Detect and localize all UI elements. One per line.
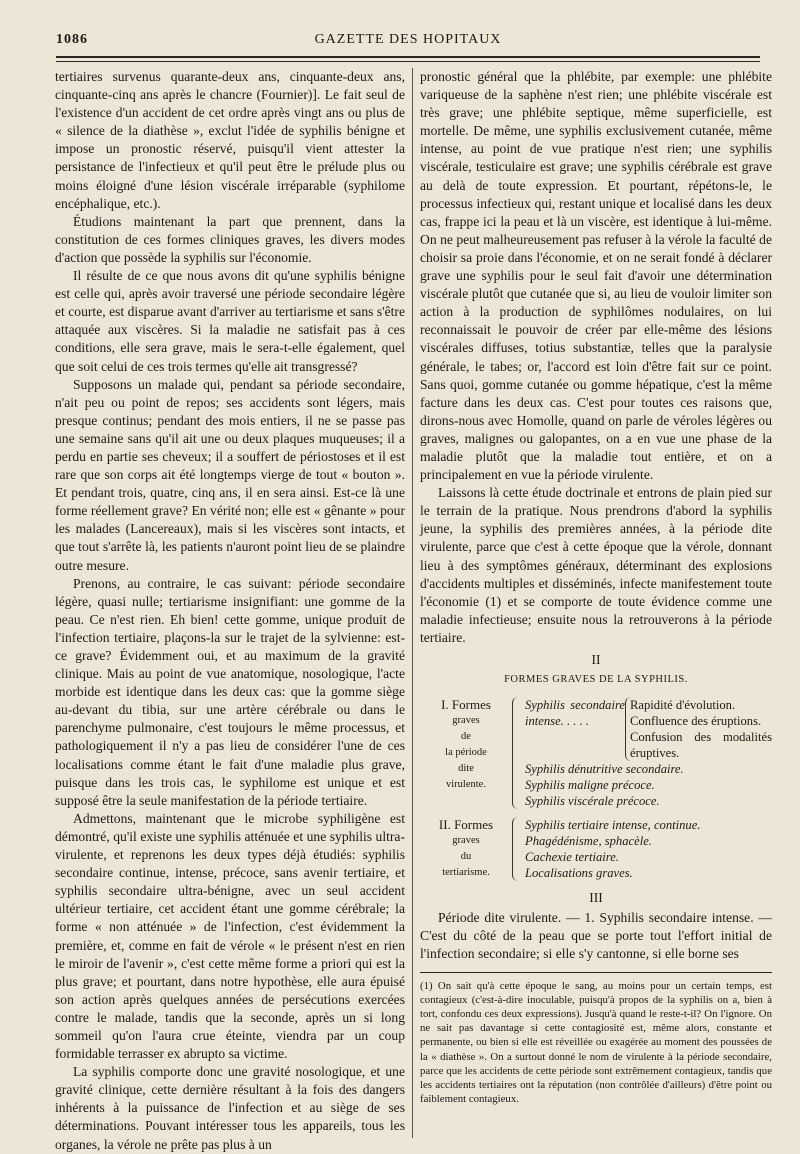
paragraph: tertiaires survenus quarante-deux ans, cinquante-deux ans, cinquante-cinq ans après le chancre (Fournier)]. Le fait seul de l'existence d'un accident de cet ordre après vingt ans ou plus de « silence de la diathèse », exclut l'idée de syphilis bénigne et impose un pronostic réservé, puisqu'il vient attester la persistance de l'infectieux et qu'il peut être le prélude plus ou moins éloigné d'une lésion viscérale irréparable (syphilome encéphalique, etc.). <box>55 69 405 211</box>
page-number: 1086 <box>56 32 88 47</box>
sub-group-items <box>625 697 772 761</box>
list-item: Syphilis maligne précoce. <box>525 778 655 793</box>
header-rule <box>56 56 760 58</box>
classification-table <box>420 697 772 881</box>
sub-group-label: Syphilis secondaire intense. . . . . <box>525 698 625 729</box>
paragraph: Étudions maintenant la part que prennent, dans la constitution de ces formes cliniques graves, les divers modes d'action que possède la syphilis sur l'économie. <box>55 213 405 265</box>
paragraph: Laissons là cette étude doctrinale et entrons de plain pied sur le terrain de la pratique. Nous prendrons d'abord la syphilis jeune, la syphilis des premières années, à la période dite virulente, parce que c'est à cette époque que la vérole, donnant lieu à des symptômes généraux, déterminant des explosions d'accidents multiples et disséminés, infecte manifestement toute l'économie (1) et se comporte de toute évidence comme une maladie infectieuse; ensuite nous la retrouverons à la période tertiaire. <box>420 485 772 645</box>
paragraph: La syphilis comporte donc une gravité nosologique, et une gravité clinique, cette dernière résultant à la fois des dangers inhérents à la puissance de l'infection et au siège de ses déterminations. Pouvant intéresser tous les appareils, tous les organes, la vérole ne prête pas plus à un <box>55 1064 405 1152</box>
paragraph: Période dite virulente. — 1. Syphilis secondaire intense. — C'est du côté de la peau que se porte tout l'effort initial de l'infection secondaire; si elle s'y cantonne, si elle borne ses <box>420 910 772 962</box>
list-item: Syphilis dénutritive secondaire. <box>525 762 684 777</box>
table-group <box>420 697 772 809</box>
table-group <box>420 817 772 881</box>
header-rule-thin <box>56 61 760 62</box>
brace <box>512 817 521 881</box>
column-divider <box>412 68 413 1138</box>
group-label: I. Formes graves de la période dite virulente. <box>441 697 491 791</box>
list-item: Localisations graves. <box>525 866 633 881</box>
sub-group <box>525 697 772 761</box>
section-title: FORMES GRAVES DE LA SYPHILIS. <box>504 674 688 686</box>
paragraph: Supposons un malade qui, pendant sa période secondaire, n'ait peu ou point de repos; ses accidents sont légers, mais presque continus; pendant des mois entiers, il ne se passe pas une semaine sans qu'il ait une ou deux plaques muqueuses; il a perdu en partie ses cheveux; il a souffert de périostoses et il est rare que son corps ait été longtemps vierge de tout « bouton ». Et pendant trois, quatre, cinq ans, il en sera ainsi. Est-ce là une forme réellement grave? En vérité non; elle est « gênante » pour les malades (Lancereaux), mais si les viscères sont intacts, et que tout s'arrête là, les patients n'auront point lieu de se plaindre outre mesure. <box>55 376 405 573</box>
right-column <box>420 68 772 1138</box>
list-item: Phagédénisme, sphacèle. <box>525 834 652 849</box>
list-item: Confluence des éruptions. <box>630 714 762 729</box>
group-label: II. Formes graves du tertiarisme. <box>438 817 494 879</box>
list-item: Syphilis tertiaire intense, continue. <box>525 818 701 833</box>
brace <box>512 697 521 809</box>
paragraph: Il résulte de ce que nous avons dit qu'une syphilis bénigne est celle qui, après avoir traversé une période secondaire légère et courte, est disparue avant d'arriver au tertiarisme et sans s'être attaquée aux viscères. Si la maladie ne satisfait pas à ces conditions, elle sera grave, mais le sera-t-elle également, quel que soit celui de ces trois termes qu'elle ait transgressé? <box>55 268 405 374</box>
footnote: (1) On sait qu'à cette époque le sang, au moins pour un certain temps, est contagieux (c'est-à-dire inoculable, puisqu'à propos de la syphilis on a, bien à tort, confondu ces deux expressions). Jusqu'à quand le reste-t-il? On l'ignore. On ne sait pas davantage si cette contagiosité est, même alors, constante et permanente, ou bien si elle est réveillée ou exagérée au moment des poussées de la « diathèse ». On a surtout donné le nom de virulente à la période secondaire, parce que les accidents de cette période sont extrêmement contagieux, tandis que les accidents tertiaires ont la réputation (non contrôlée d'ailleurs) d'être point ou faiblement contagieux. <box>420 972 772 1107</box>
journal-title: GAZETTE DES HOPITAUX <box>314 32 502 47</box>
group-items <box>525 697 772 809</box>
page-header <box>56 30 760 52</box>
paragraph: Admettons, maintenant que le microbe syphiligène est démontré, qu'il existe une syphilis atténuée et une syphilis ultra-virulente, et reprenons les deux types déjà étudiés: syphilis secondaire continue, intense, précoce, sans avenir tertiaire, et syphilis secondaire ultra-bénigne, avec un seul accident ultérieur tertiaire, cet accident étant une gomme cérébrale; la forme « non atténuée » de l'infection, c'est évidemment la première, et, comme en fait de vérole « le présent n'est en rien le miroir de l'avenir », c'est cette même forme a priori qui est la plus grave; et pourtant, dans notre hypothèse, elle aura épuisé son action après quelques années de persécutions exercées contre le malade, tandis que la seconde, après un si long sommeil qu'on l'aura crue éteinte, viendra par un coup formidable terrasser ex abrupto sa victime. <box>55 810 405 1062</box>
list-item: Rapidité d'évolution. <box>630 698 736 713</box>
group-items <box>525 817 772 881</box>
paragraph: Prenons, au contraire, le cas suivant: période secondaire légère, quasi nulle; tertiarisme insignifiant: une gomme de la peau. Ce n'est rien. Eh bien! cette gomme, unique produit de l'infection tertiaire, plaçons-la sur le trajet de la sylvienne: est-ce grave? Évidemment oui, et au maximum de la gravité clinique. Mais au point de vue anatomique, nosologique, l'acte morbide est identique dans les deux cas: que la gomme siège au-devant du tibia, sur une artère cérébrale ou dans le parenchyme pulmonaire, c'est toujours le même processus, et pathologiquement il n'y a pas lieu de considérer l'une de ces localisations comme étant le fait d'une maladie plus grave, puisque dans les trois cas, le syphilome est unique et est supposé être la seule manifestation de la période tertiaire. <box>55 575 405 808</box>
left-column <box>55 68 405 1152</box>
list-item: Syphilis viscérale précoce. <box>525 794 660 809</box>
paragraph: pronostic général que la phlébite, par exemple: une phlébite variqueuse de la saphène n'est rien; une phlébite viscérale est très grave; une phlébite septique, même superficielle, est mortelle. De même, une syphilis exclusivement cutanée, même intense, au point de vue pratique n'est rien; une syphilis viscérale, testiculaire est grave; une syphilis cérébrale est grave au delà de toute expression. Et pourtant, répétons-le, le processus infectieux qui, restant unique et localisé dans les deux cas, frappe ici la peau et là un viscère, est identique à lui-même. On ne peut malheureusement pas refuser à la vérole la faculté de choisir sa proie dans l'économie, et on ne serait fondé à déclarer grave une syphilis pour le seul fait d'avoir une détermination viscérale plutôt que cutanée que si, au lieu de vouloir limiter son action à la production de syphilômes nodulaires, on lui reconnaissait le pouvoir de créer par elle-même des lésions viscérales diffuses, totius substantiæ, telles que la paralysie générale, le tabes; or, l'accord est loin d'être fait sur ce point. Sans quoi, gomme cutanée ou gomme hépatique, c'est la même facture dans les deux cas. C'est pour toutes ces raisons que, dirons-nous avec Homolle, quand on parle de véroles légères ou graves, malignes ou galopantes, on a en vue une phase de la maladie plutôt que la maladie tout entière, et on a principalement en vue la période virulente. <box>420 69 772 483</box>
section-number: III <box>589 890 603 906</box>
list-item: Confusion des modalités éruptives. <box>630 730 772 761</box>
section-number: II <box>591 652 601 667</box>
list-item: Cachexie tertiaire. <box>525 850 619 865</box>
